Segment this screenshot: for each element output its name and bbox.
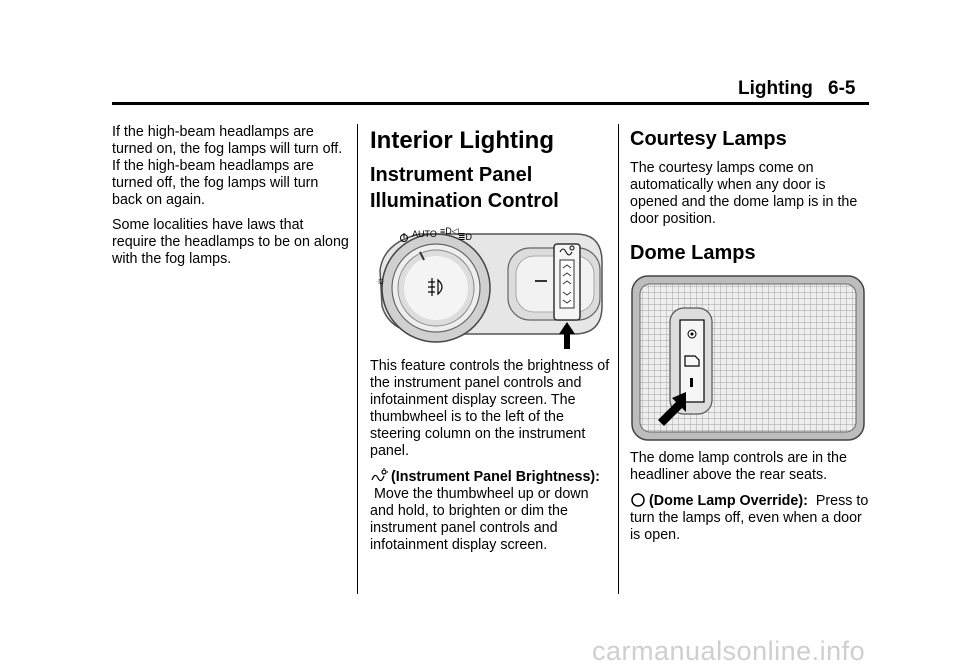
- interior-lighting-title: Interior Lighting: [370, 127, 554, 154]
- dome-override-term-description: Press to turn the lamps off, even when a door is open.: [630, 493, 869, 543]
- column-left: [112, 124, 350, 276]
- column-divider-right: [618, 124, 619, 594]
- column-right: [630, 124, 870, 552]
- page-header: [0, 0, 960, 110]
- svg-text:≡D◁: ≡D◁: [440, 226, 459, 236]
- column-middle: [370, 124, 610, 562]
- dome-lamps-paragraph: The dome lamp controls are in the headliner above the rear seats.: [630, 450, 847, 483]
- svg-text:☼: ☼: [376, 275, 387, 287]
- dome-override-term-label: (Dome Lamp Override):: [649, 493, 808, 509]
- headlamp-switch-illustration: [370, 222, 606, 350]
- page-number: 6-5: [828, 78, 856, 99]
- auto-label: AUTO: [412, 229, 437, 239]
- brightness-term-label: (Instrument Panel Brightness):: [391, 469, 600, 485]
- instrument-panel-illumination-heading: Instrument Panel Illumination Control: [370, 164, 559, 212]
- courtesy-lamps-paragraph: The courtesy lamps come on automatically when any door is opened and the dome lamp is in the door position.: [630, 160, 858, 227]
- svg-text:≣D: ≣D: [458, 232, 473, 242]
- dome-lamp-override-term: [630, 492, 870, 544]
- dome-lamp-illustration: [630, 274, 866, 442]
- fog-lamps-paragraph: If the high-beam headlamps are turned on, the fog lamps will turn off. If the high-beam headlamps are turned off, the fog lamps will turn back on again.: [112, 124, 343, 208]
- instrument-panel-brightness-term: [370, 468, 610, 554]
- localities-paragraph: Some localities have laws that require the headlamps to be on along with the fog lamps.: [112, 217, 349, 267]
- watermark-text: carmanualsonline.info: [592, 636, 866, 666]
- courtesy-lamps-heading: Courtesy Lamps: [630, 128, 787, 150]
- dome-lamp-override-icon: [630, 492, 646, 508]
- column-divider-left: [357, 124, 358, 594]
- header-rule: [112, 102, 869, 105]
- brightness-description-paragraph: This feature controls the brightness of the instrument panel controls and infotainment display screen. The thumbwheel is to the left of the steering column on the instrument panel.: [370, 358, 610, 459]
- instrument-panel-brightness-icon: [370, 468, 388, 484]
- brightness-term-description: Move the thumbwheel up or down and hold, to brighten or dim the instrument panel controls and infotainment display screen.: [370, 486, 589, 553]
- dome-lamps-heading: Dome Lamps: [630, 242, 756, 264]
- section-title: Lighting: [738, 78, 813, 99]
